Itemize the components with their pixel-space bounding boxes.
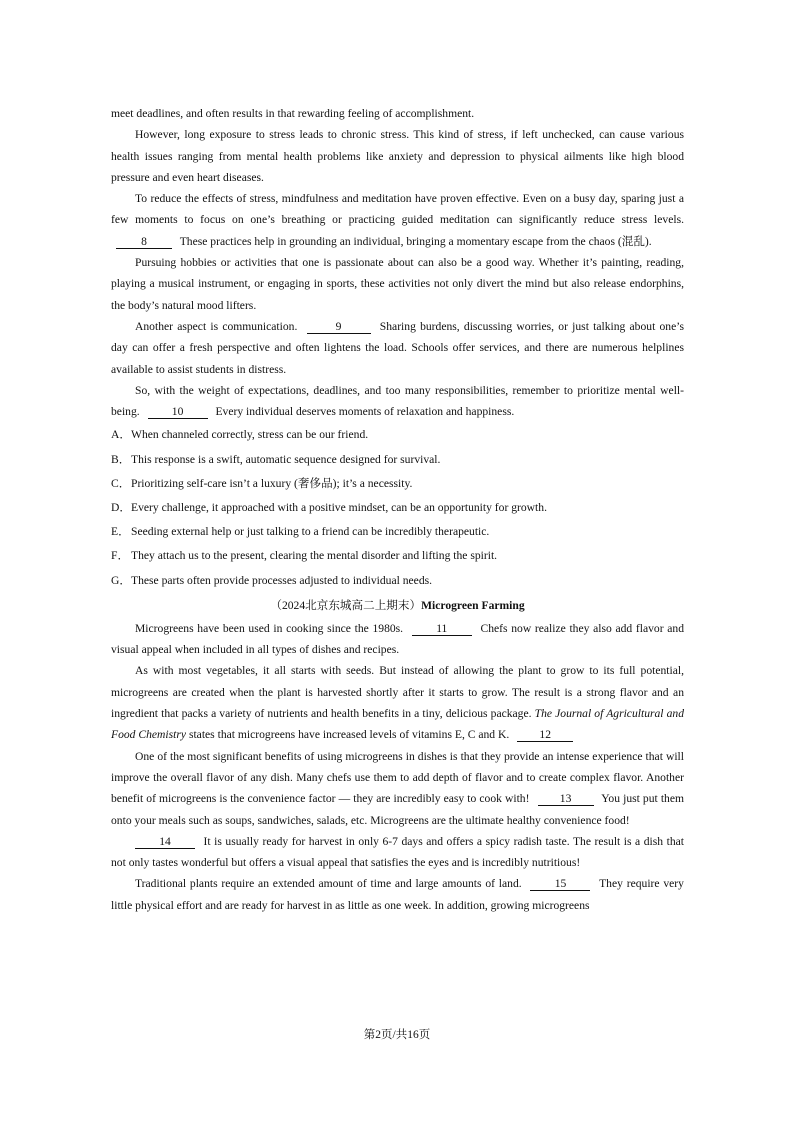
blank-11[interactable]: 11 [412,622,472,636]
blank-13[interactable]: 13 [538,792,594,806]
blank-15[interactable]: 15 [530,877,590,891]
text: Every individual deserves moments of relaxation and happiness. [215,405,515,419]
option-b[interactable] [111,448,684,472]
paragraph-p0: meet deadlines, and often results in that rewarding feeling of accomplishment. [111,107,475,120]
text: One of the most significant benefits of using microgreens in dishes is that they provide an intense experience that will improve the overall flavor of any dish. Many chefs use them to add depth of flavor and to create complex flavor. Another benefit of microgreens is the convenience factor — they are incredibly easy to cook with! [111,749,684,806]
text: To reduce the effects of stress, mindfulness and meditation have proven effective. Even on a busy day, sparing just a few moments to focus on one’s breathing or practicing guided meditation can significantly reduce stress levels. [111,192,684,227]
journal-title: The Journal of Agricultural and Food Chemistry [111,707,685,742]
paragraph-p5 [111,380,684,423]
text: So, with the weight of expectations, deadlines, and too many responsibilities, remember to prioritize mental well-being. [111,383,684,419]
option-text: Every challenge, it approached with a positive mindset, can be an opportunity for growth. [131,501,547,515]
paragraph-p1: However, long exposure to stress leads to chronic stress. This kind of stress, if left unchecked, can cause various health issues ranging from mental health problems like anxiety and depression to physical ailments like high blood pressure and even heart diseases. [111,128,684,184]
text: It is usually ready for harvest in only 6-7 days and offers a spicy radish taste. The result is a dish that not only tastes wonderful but offers a visual appeal that satisfies the eyes and is incredibly nutritious! [111,834,684,870]
option-letter: B． [111,452,131,466]
paragraph-q1 [111,618,684,661]
paragraph-p4 [111,316,684,380]
page-footer: 第2页/共16页 [363,1029,431,1041]
option-letter: D． [111,501,131,515]
option-letter: E． [111,525,130,539]
section-title: Microgreen Farming [421,598,525,612]
option-letter: C． [111,476,131,490]
paragraph-q4 [111,831,684,874]
blank-14[interactable]: 14 [135,835,195,849]
text: Microgreens have been used in cooking since the 1980s. [135,621,404,635]
text: Chefs now realize they also add flavor and visual appeal when included in all types of dishes and recipes. [111,621,684,657]
paragraph-p2 [111,188,684,252]
options-list [111,423,684,592]
paragraph-q2 [111,660,684,745]
document-page [111,103,684,916]
text: They require very little physical effort and are ready for harvest in as little as one week. In addition, growing microgreens [111,877,684,912]
option-text: Prioritizing self-care isn’t a luxury (奢侈品); it’s a necessity. [131,476,413,490]
text: Sharing burdens, discussing worries, or just talking about one’s day can offer a fresh perspective and often lightens the load. Schools offer services, and there are numerous helplines available to assist students in distress. [111,319,684,376]
option-text: Seeding external help or just talking to a friend can be incredibly therapeutic. [131,525,490,539]
option-text: When channeled correctly, stress can be our friend. [131,428,369,442]
text: As with most vegetables, it all starts with seeds. But instead of allowing the plant to grow to its full potential, microgreens are created when the plant is harvested shortly after it starts to grow. The result is a strong flavor and an ingredient that packs a variety of nutrients and health benefits in a tiny, delicious package. [111,664,684,721]
source-label: （2024北京东城高二上期末） [270,598,422,612]
option-text: They attach us to the present, clearing the mental disorder and lifting the spirit. [131,549,498,563]
option-g[interactable] [111,569,684,593]
paragraph-q5 [111,873,684,916]
option-e[interactable] [111,520,684,544]
option-text: This response is a swift, automatic sequence designed for survival. [131,452,441,466]
text: These practices help in grounding an individual, bringing a momentary escape from the chaos (混乱). [179,234,652,248]
option-f[interactable] [111,544,684,568]
option-a[interactable] [111,423,684,447]
option-d[interactable] [111,496,684,520]
blank-12[interactable]: 12 [517,728,573,742]
text: states that microgreens have increased levels of vitamins E, C and K. [188,728,510,742]
text: You just put them onto your meals such as soups, sandwiches, salads, etc. Microgreens are the ultimate healthy convenience food! [111,792,685,827]
paragraph-p3: Pursuing hobbies or activities that one is passionate about can also be a good way. Whether it’s painting, reading, playing a musical instrument, or engaging in sports, these activities not only divert the mind but also release endorphins, the body’s natural mood lifters. [111,256,684,312]
text: Another aspect is communication. [135,319,298,333]
section-heading [111,594,684,618]
text: Traditional plants require an extended amount of time and large amounts of land. [135,877,522,891]
blank-9[interactable]: 9 [307,320,371,334]
option-c[interactable] [111,472,684,496]
blank-10[interactable]: 10 [148,405,208,419]
paragraph-q3 [111,746,684,831]
option-text: These parts often provide processes adjusted to individual needs. [131,573,433,587]
option-letter: F． [111,549,130,563]
option-letter: G． [111,573,131,587]
option-letter: A． [111,428,131,442]
blank-8[interactable]: 8 [116,235,172,249]
